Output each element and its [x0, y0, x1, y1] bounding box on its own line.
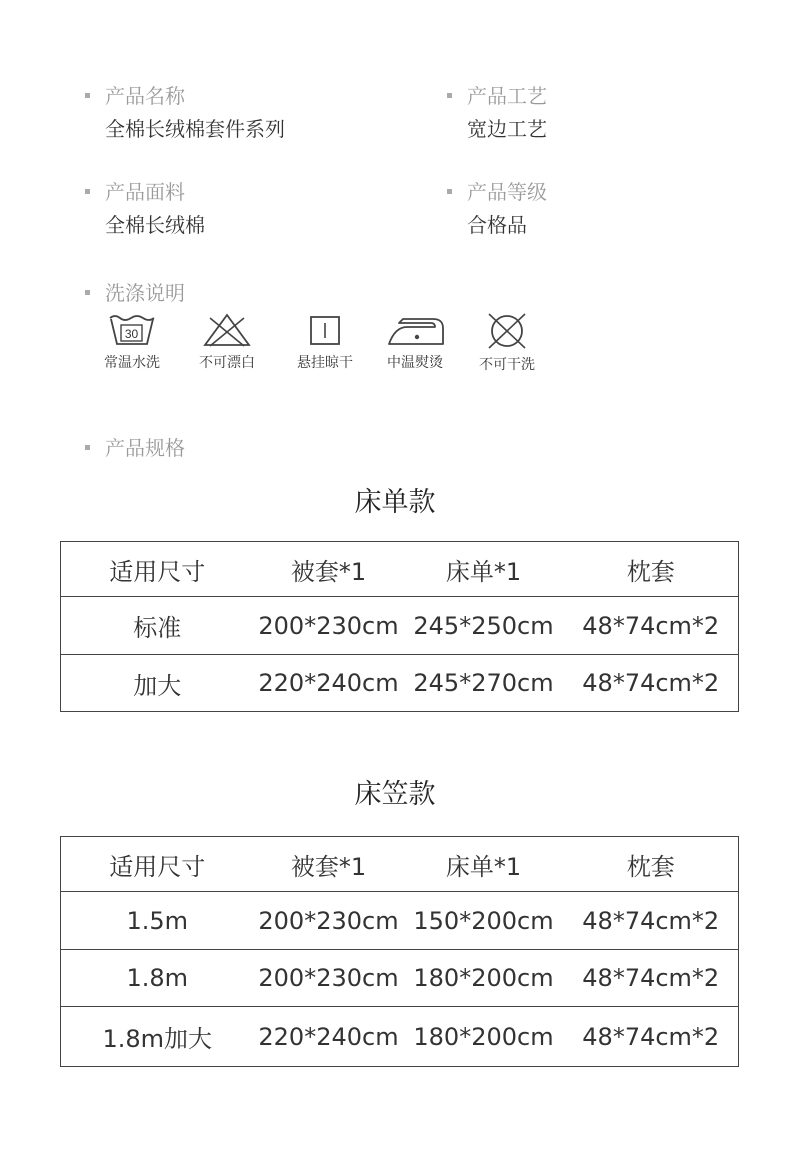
table-cell: 标准 [61, 597, 254, 655]
care-item-no-dry-clean [467, 312, 547, 374]
header-cell: 床单*1 [445, 557, 522, 586]
table-row [61, 950, 739, 1007]
sheet-set-title: 床单款 [354, 487, 436, 518]
table-cell: 150*200cm [404, 892, 564, 950]
spec-label: 产品规格 [105, 436, 185, 460]
care-item-iron [375, 312, 455, 372]
bullet-icon [447, 93, 452, 98]
product-craft-value: 宽边工艺 [467, 117, 547, 141]
wash-30-icon [107, 312, 157, 348]
table-cell: 1.5m [61, 892, 254, 950]
header-cell: 被套*1 [290, 557, 367, 586]
table-cell: 220*240cm [254, 655, 404, 712]
table-cell: 220*240cm [254, 1007, 404, 1067]
product-name-label: 产品名称 [105, 84, 185, 108]
table-row [61, 597, 739, 655]
care-caption-iron: 中温熨烫 [387, 355, 443, 371]
table-cell: 加大 [61, 655, 254, 712]
header-cell: 床单*1 [445, 852, 522, 881]
header-cell: 枕套 [626, 557, 675, 586]
table-header-row [61, 542, 739, 597]
table-row [61, 655, 739, 712]
care-item-wash [92, 312, 172, 372]
header-cell: 适用尺寸 [109, 852, 206, 881]
care-icons-row [95, 312, 565, 382]
table-cell: 48*74cm*2 [564, 892, 739, 950]
header-cell: 适用尺寸 [109, 557, 206, 586]
table-row [61, 892, 739, 950]
product-craft-label: 产品工艺 [467, 84, 547, 108]
care-label: 洗涤说明 [105, 281, 185, 305]
table-cell: 180*200cm [404, 950, 564, 1007]
iron-medium-icon [385, 312, 445, 348]
bullet-icon [85, 189, 90, 194]
bullet-icon [85, 445, 90, 450]
header-cell: 枕套 [626, 852, 675, 881]
table-cell: 180*200cm [404, 1007, 564, 1067]
header-cell: 被套*1 [290, 852, 367, 881]
svg-text:30: 30 [124, 327, 139, 341]
no-bleach-icon [202, 312, 252, 348]
care-item-no-bleach [187, 312, 267, 372]
no-dry-clean-icon [482, 312, 532, 350]
fitted-set-title: 床笠款 [354, 779, 436, 810]
table-row [61, 1007, 739, 1067]
product-name-value: 全棉长绒棉套件系列 [105, 117, 285, 141]
care-caption-no-bleach: 不可漂白 [199, 355, 255, 371]
table-cell: 245*270cm [404, 655, 564, 712]
table-cell: 1.8m [61, 950, 254, 1007]
care-caption-hang-dry: 悬挂晾干 [297, 355, 353, 371]
table-cell: 200*230cm [254, 892, 404, 950]
fitted-set-table [60, 836, 739, 1067]
product-grade-value: 合格品 [467, 213, 527, 237]
hang-dry-icon [300, 312, 350, 348]
table-cell: 48*74cm*2 [564, 950, 739, 1007]
care-caption-wash: 常温水洗 [104, 355, 160, 371]
bullet-icon [85, 93, 90, 98]
bullet-icon [447, 189, 452, 194]
sheet-set-table [60, 541, 739, 712]
table-header-row [61, 837, 739, 892]
table-cell: 245*250cm [404, 597, 564, 655]
product-grade-label: 产品等级 [467, 180, 547, 204]
table-cell: 200*230cm [254, 597, 404, 655]
bullet-icon [85, 290, 90, 295]
table-cell: 1.8m加大 [61, 1007, 254, 1067]
table-cell: 200*230cm [254, 950, 404, 1007]
care-item-hang-dry [285, 312, 365, 372]
product-fabric-value: 全棉长绒棉 [105, 213, 205, 237]
product-fabric-label: 产品面料 [105, 180, 185, 204]
care-caption-no-dry-clean: 不可干洗 [479, 357, 535, 373]
table-cell: 48*74cm*2 [564, 655, 739, 712]
table-cell: 48*74cm*2 [564, 1007, 739, 1067]
table-cell: 48*74cm*2 [564, 597, 739, 655]
